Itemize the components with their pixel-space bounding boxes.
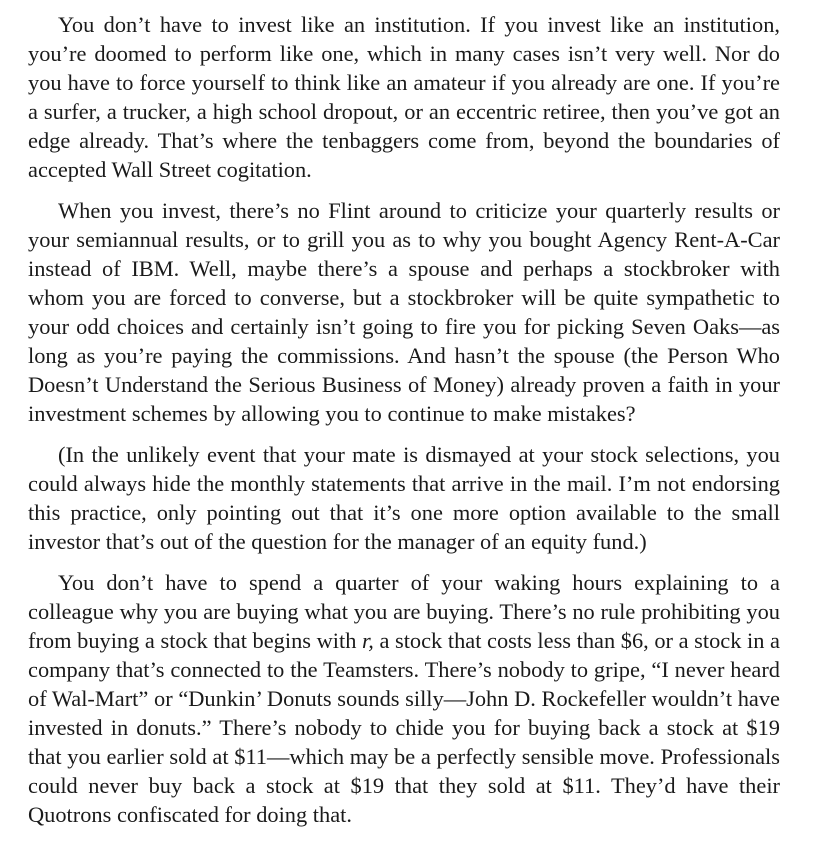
paragraph-text: You don’t have to spend a quarter of your waking hours explaining to a colleague why you are buying what you are buying. There’s no rule prohibiting you from buying a stock that begins with — [28, 570, 780, 653]
paragraph-text: When you invest, there’s no Flint around to criticize your quarterly results or your semiannual results, or to grill you as to why you bought Agency Rent-A-Car instead of IBM. Well, maybe there’s a spouse and perhaps a stockbroker with whom you are forced to converse, but a stockbroker will be quite sympathetic to your odd choices and certainly isn’t going to fire you for picking Seven Oaks—as long as you’re paying the commissions. And hasn’t the spouse (the Person Who Doesn’t Understand the Serious Business of Money) already proven a faith in your investment schemes by allowing you to continue to make mistakes? — [28, 198, 780, 426]
italic-letter: r, — [362, 628, 374, 653]
paragraph-1 — [28, 10, 780, 184]
paragraph-2 — [28, 196, 780, 428]
paragraph-text: a stock that costs less than $6, or a stock in a company that’s connected to the Teamsters. There’s nobody to gripe, “I never heard of Wal-Mart” or “Dunkin’ Donuts sounds silly—John D. Rockefeller wouldn’t have invested in donuts.” There’s nobody to chide you for buying back a stock at $19 that you earlier sold at $11—which may be a perfectly sensible move. Professionals could never buy back a stock at $19 that they sold at $11. They’d have their Quotrons confiscated for doing that. — [28, 628, 780, 827]
paragraph-text: You don’t have to invest like an institution. If you invest like an institution, you’re doomed to perform like one, which in many cases isn’t very well. Nor do you have to force yourself to think like an amateur if you already are one. If you’re a surfer, a trucker, a high school dropout, or an eccentric retiree, then you’ve got an edge already. That’s where the tenbaggers come from, beyond the boundaries of accepted Wall Street cogitation. — [28, 12, 780, 182]
paragraph-3 — [28, 440, 780, 556]
document-page — [28, 10, 780, 829]
paragraph-text: (In the unlikely event that your mate is dismayed at your stock selections, you could always hide the monthly statements that arrive in the mail. I’m not endorsing this practice, only pointing out that it’s one more option available to the small investor that’s out of the question for the manager of an equity fund.) — [28, 442, 780, 554]
paragraph-4 — [28, 568, 780, 829]
